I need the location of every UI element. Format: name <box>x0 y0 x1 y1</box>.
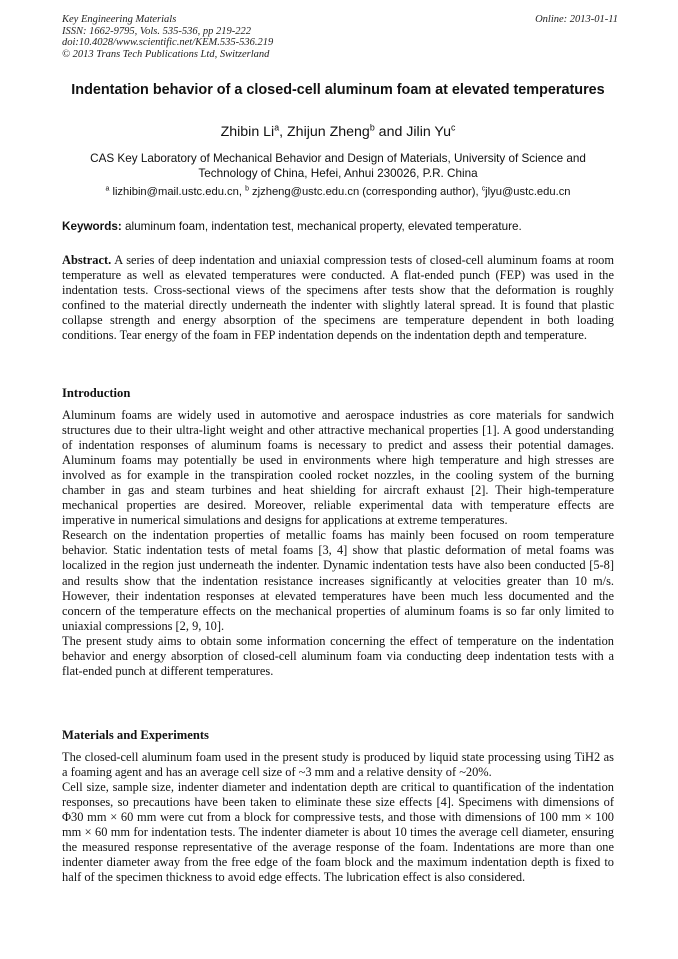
section-heading-introduction: Introduction <box>62 386 131 400</box>
email-sup: b <box>245 185 249 193</box>
abstract-text: A series of deep indentation and uniaxial compression tests of closed-cell aluminum foams at room temperature as well as elevated temperatures were conducted. A flat-ended punch (FEP) was used in the indentation tests. Cross-sectional views of the specimens after tests show that the deformation is roughly confined to the material directly underneath the indenter with slightly lateral spread. It is found that plastic collapse strength and energy absorption of the specimens are temperature dependent in both loading conditions. Tear energy of the foam in FEP indentation depends on the indentation depth and temperature. <box>62 253 614 343</box>
author-name: Jilin Yu <box>406 124 451 140</box>
doi-line[interactable]: doi:10.4028/www.scientific.net/KEM.535-536.219 <box>62 37 274 49</box>
email-text[interactable]: lizhibin@mail.ustc.edu.cn, <box>109 186 246 198</box>
paragraph: The present study aims to obtain some information concerning the effect of temperature on the indentation behavior and energy absorption of closed-cell aluminum foam via conducting deep indentation tests with a flat-ended punch at different temperatures. <box>62 633 614 678</box>
email-text[interactable]: zjzheng@ustc.edu.cn (corresponding author), <box>248 186 482 198</box>
materials-body <box>62 750 614 885</box>
abstract <box>62 253 614 343</box>
keywords-label: Keywords: <box>62 220 122 233</box>
author-sup: c <box>451 122 456 133</box>
email-list <box>62 185 614 199</box>
journal-name: Key Engineering Materials <box>62 14 177 25</box>
author-name: Zhibin Li <box>220 124 275 140</box>
author-sup: a <box>274 122 280 133</box>
keywords <box>62 219 618 234</box>
author-separator: , <box>279 124 288 140</box>
email-sup: a <box>105 185 110 193</box>
introduction-body <box>62 408 614 679</box>
email-text[interactable]: jlyu@ustc.edu.cn <box>485 186 571 198</box>
abstract-label: Abstract. <box>62 253 112 267</box>
author-separator: and <box>374 124 407 140</box>
online-date: Online: 2013-01-11 <box>535 14 618 25</box>
email-sup: c <box>481 185 486 193</box>
issn-line: ISSN: 1662-9795, Vols. 535-536, pp 219-222 <box>62 25 251 37</box>
section-heading-materials: Materials and Experiments <box>62 728 209 742</box>
keywords-text: aluminum foam, indentation test, mechanical property, elevated temperature. <box>121 220 522 233</box>
paragraph: Aluminum foams are widely used in automotive and aerospace industries as core materials for sandwich structures due to their ultra-light weight and other attractive mechanical properties [1]. A good understanding of indentation responses of aluminum foams is necessary to predict and assess their potential damages. Aluminum foams may potentially be used in environments where high temperature and high stresses are involved as for example in the transpiration cooled rocket nozzles, in the cooling system of the burning chamber in gas and steam turbines and heat shielding for aircraft exhaust [2]. Their high-temperature mechanical properties are desired. Moreover, reliable experimental data with temperature effects are imperative in numerical simulations and designs for applications at extreme temperatures. <box>62 408 614 528</box>
journal-header <box>62 14 618 60</box>
paper-title: Indentation behavior of a closed-cell aluminum foam at elevated temperatures <box>71 82 605 98</box>
author-list <box>62 124 614 141</box>
copyright-line: © 2013 Trans Tech Publications Ltd, Switzerland <box>62 48 270 60</box>
paragraph: Cell size, sample size, indenter diameter and indentation depth are critical to quantification of the indentation responses, so precautions have been taken to eliminate these size effects [4]. Specimens with dimensions of Φ30 mm × 60 mm were cut from a block for compressive tests, and those with dimensions of 100 mm × 100 mm × 60 mm for indentation tests. The indenter diameter is about 10 times the average cell diameter, ensuring the measured response representative of the average response of the foam. Indentations are more than one indenter diameter away from the free edge of the foam block and the maximum indentation depth is fixed to half of the specimen thickness to avoid edge effects. The lubrication effect is also considered. <box>62 780 614 885</box>
affiliation: CAS Key Laboratory of Mechanical Behavior and Design of Materials, University of Science and Technology of China, Hefei, Anhui 230026, P.R. China <box>90 152 586 181</box>
paragraph: The closed-cell aluminum foam used in the present study is produced by liquid state processing using TiH2 as a foaming agent and has an average cell size of ~3 mm and a relative density of ~20%. <box>62 750 614 780</box>
author-name: Zhijun Zheng <box>287 124 370 140</box>
author-sup: b <box>369 122 375 133</box>
paragraph: Research on the indentation properties of metallic foams has mainly been focused on room temperature behavior. Static indentation tests of metal foams [3, 4] show that plastic deformation of metal foams was localized in the region just underneath the indenter. Dynamic indentation tests have also been conducted [5-8] and results show that the indentation resistance increases significantly at velocities greater than 10 m/s. However, their indentation responses at elevated temperatures have been much less documented and the concern of the temperature effects on the mechanical properties of aluminum foams is so far only limited to uniaxial compressions [2, 9, 10]. <box>62 528 614 633</box>
